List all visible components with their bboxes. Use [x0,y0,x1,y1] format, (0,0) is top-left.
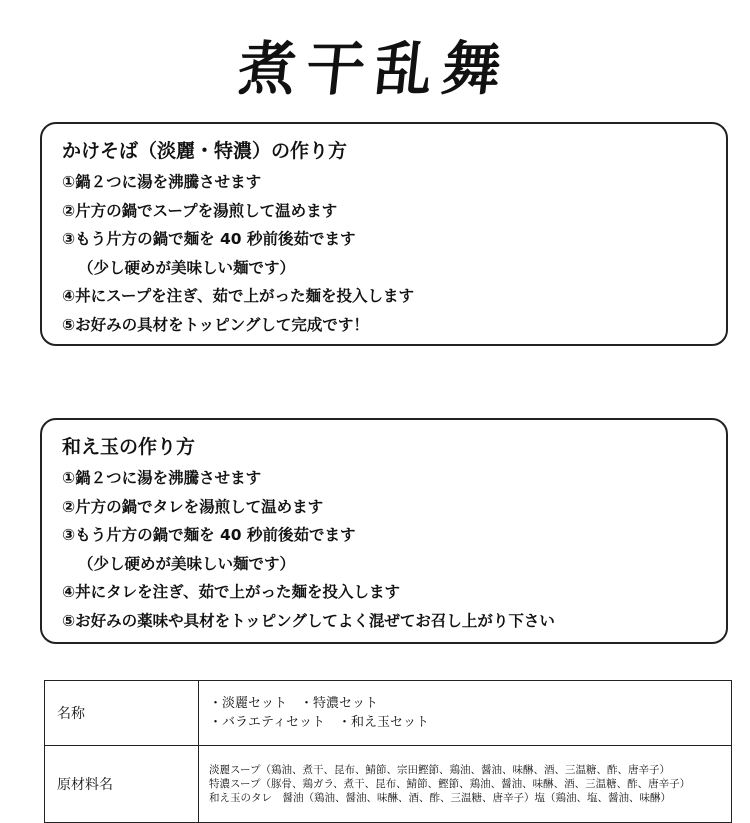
aedama-title: 和え玉の作り方 [62,436,196,458]
spec-name-line: ・淡麗セット ・特濃セット [209,696,379,711]
aedama-step-3: ③もう片方の鍋で麺を 40 秒前後茹でます [62,526,356,544]
kakesoba-step-2: ②片方の鍋でスープを湯煎して温めます [62,201,338,220]
kakesoba-step-1: ①鍋２つに湯を沸騰させます [62,173,262,191]
spec-ingredients-line: 和え玉のタレ 醤油（鶏油、醤油、味醂、酒、酢、三温糖、唐辛子）塩（鶏油、塩、醤油、味醂） [209,792,671,804]
aedama-step-2: ②片方の鍋でタレを湯煎して温めます [62,497,324,516]
spec-row-name [45,681,732,746]
product-spec-table [44,680,732,823]
kakesoba-title: かけそば（淡麗・特濃）の作り方 [62,140,348,162]
spec-ingredients-value [199,746,732,823]
kakesoba-steps [62,168,706,339]
spec-ingredients-line: 淡麗スープ（鶏油、煮干、昆布、鯖節、宗田鰹節、鶏油、醤油、味醂、酒、三温糖、酢、唐辛子） [209,764,670,776]
kakesoba-step-5: ⑤お好みの具材をトッピングして完成です！ [62,315,369,334]
aedama-step-1: ①鍋２つに湯を沸騰させます [62,469,262,487]
aedama-instructions-card [40,418,728,644]
kakesoba-step-3-note: （少し硬めが美味しい麺です） [78,258,296,277]
kakesoba-step-4: ④丼にスープを注ぎ、茹で上がった麺を投入します [62,287,414,305]
aedama-steps [62,464,706,635]
aedama-step-4: ④丼にタレを注ぎ、茹で上がった麺を投入します [62,583,401,601]
spec-name-value [199,681,732,746]
spec-row-ingredients [45,746,732,823]
spec-name-line: ・バラエティセット ・和え玉セット [209,715,429,730]
spec-name-label: 名称 [45,681,199,746]
spec-ingredients-line: 特濃スープ（豚骨、鶏ガラ、煮干、昆布、鯖節、鰹節、鶏油、醤油、味醂、酒、三温糖、酢、唐辛子） [209,778,691,790]
kakesoba-instructions-card [40,122,728,346]
spec-ingredients-label: 原材料名 [45,746,199,823]
aedama-step-5: ⑤お好みの薬味や具材をトッピングしてよく混ぜてお召し上がり下さい [62,611,555,630]
kakesoba-step-3: ③もう片方の鍋で麺を 40 秒前後茹でます [62,230,356,248]
aedama-step-3-note: （少し硬めが美味しい麺です） [78,554,296,573]
brand-logo: 煮干乱舞 [234,35,515,103]
